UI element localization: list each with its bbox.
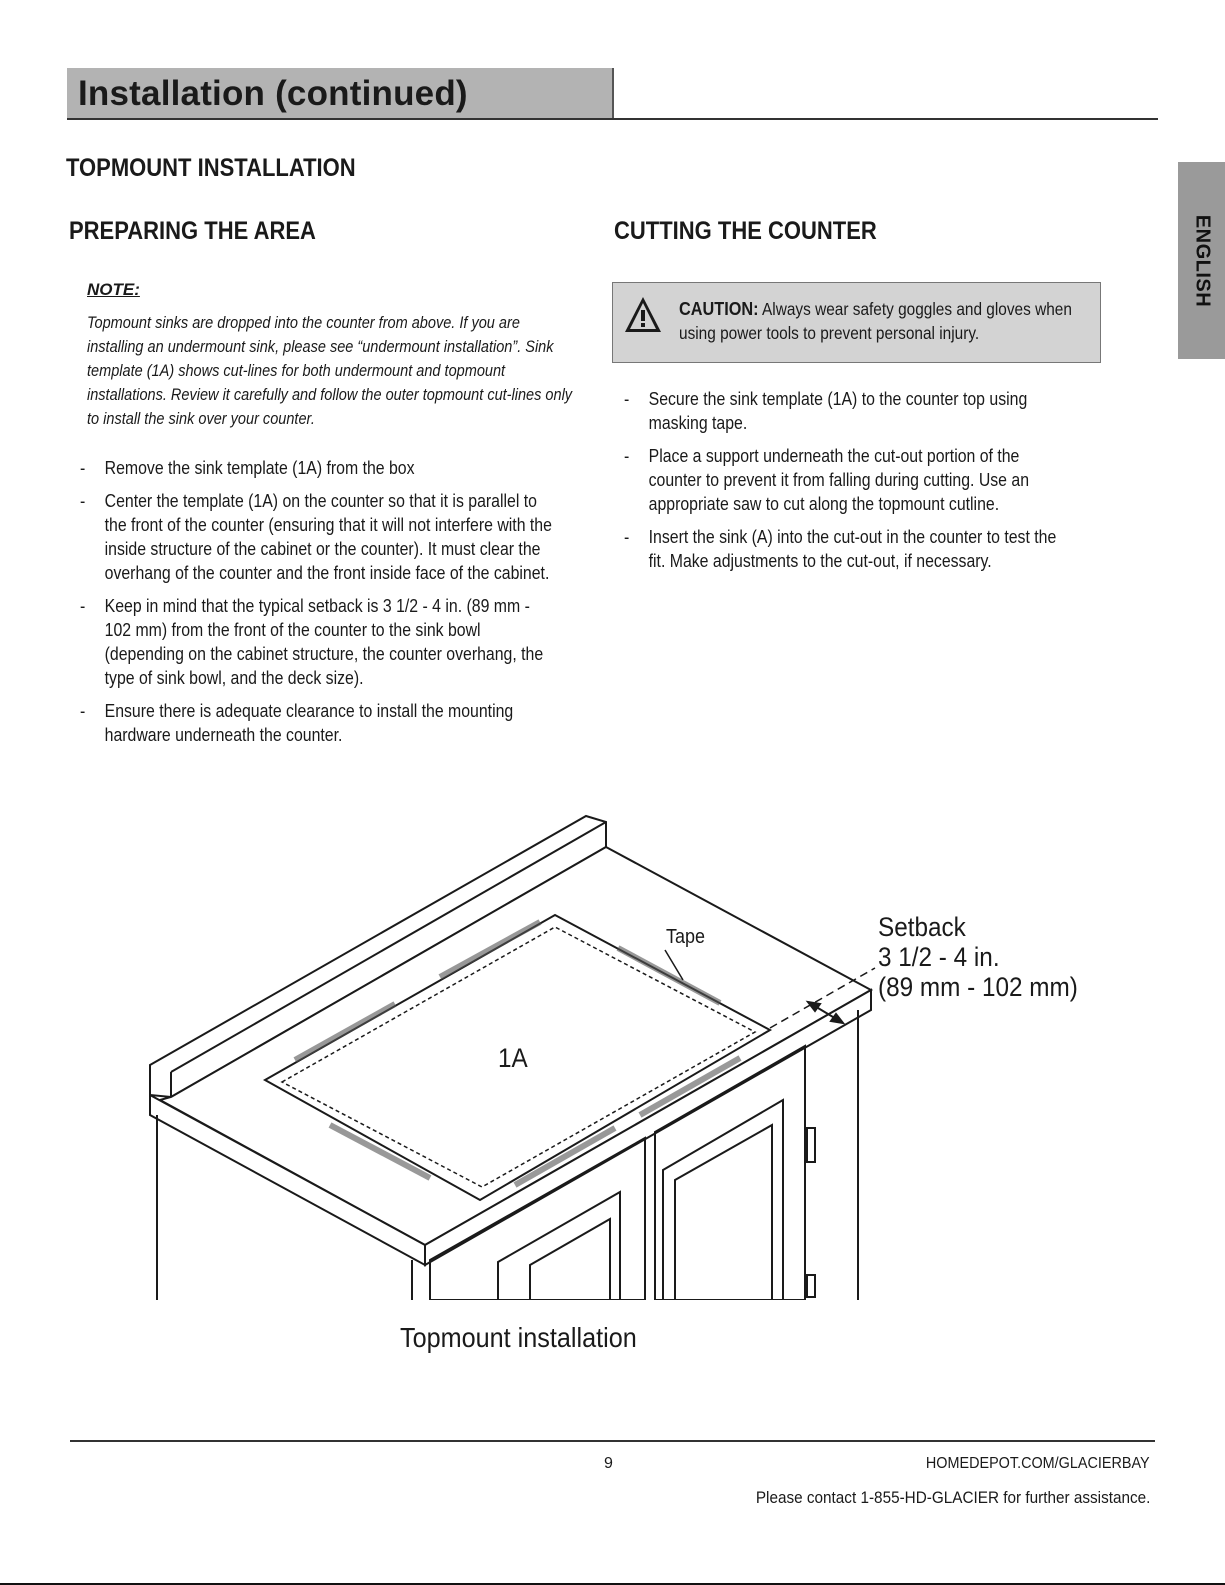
list-item: - Insert the sink (A) into the cut-out in the counter to test the fit. Make adjustments to the cut-out, if necessary.: [624, 525, 1064, 573]
caution-label: CAUTION:: [679, 298, 759, 319]
header-divider: [67, 118, 1158, 120]
caution-text: [679, 297, 1093, 345]
footer-divider: [70, 1440, 1155, 1442]
list-item: - Keep in mind that the typical setback is 3 1/2 - 4 in. (89 mm - 102 mm) from the front of the counter to the sink bowl (depending on the cabinet structure, the counter overhang, the type of sink bowl, and the deck size).: [80, 594, 555, 690]
setback-metric: (89 mm - 102 mm): [878, 972, 1078, 1002]
language-tab: [1178, 162, 1225, 359]
figure-caption: Topmount installation: [400, 1322, 637, 1353]
template-label: 1A: [498, 1043, 528, 1073]
list-item: - Ensure there is adequate clearance to install the mounting hardware underneath the counter.: [80, 699, 555, 747]
section-title: TOPMOUNT INSTALLATION: [66, 154, 356, 182]
list-item: - Center the template (1A) on the counter so that it is parallel to the front of the counter (ensuring that it will not interfere with the inside structure of the cabinet or the counter). It must clear the overhang of the counter and the front inside face of the cabinet.: [80, 489, 555, 585]
tape-label: Tape: [666, 926, 706, 948]
footer-url: HOMEDEPOT.COM/GLACIERBAY: [926, 1455, 1150, 1472]
note-text: Topmount sinks are dropped into the counter from above. If you are installing an undermount sink, please see “undermount installation”. Sink template (1A) shows cut-lines for both undermount and topmount installations. Review it carefully and follow the outer topmount cut-lines only to install the sink over your counter.: [87, 314, 573, 428]
footer-contact: Please contact 1-855-HD-GLACIER for further assistance.: [755, 1488, 1150, 1507]
list-item: - Remove the sink template (1A) from the box: [80, 456, 555, 480]
preparing-steps-list: [80, 456, 555, 756]
cutting-steps-list: [624, 387, 1064, 582]
page-number: 9: [604, 1455, 613, 1472]
list-item: - Secure the sink template (1A) to the counter top using masking tape.: [624, 387, 1064, 435]
preparing-area-heading: PREPARING THE AREA: [69, 217, 316, 245]
setback-label: Setback: [878, 912, 966, 942]
caution-message: Always wear safety goggles and gloves when using power tools to prevent personal injury.: [679, 299, 1072, 343]
warning-triangle-icon: [623, 295, 663, 335]
page-title: Installation (continued): [78, 74, 468, 113]
topmount-installation-illustration: [0, 800, 1225, 1300]
caution-box: [612, 282, 1101, 363]
cutting-counter-heading: CUTTING THE COUNTER: [614, 217, 877, 245]
setback-imperial: 3 1/2 - 4 in.: [878, 942, 1000, 972]
list-item: - Place a support underneath the cut-out portion of the counter to prevent it from falling during cutting. Use an appropriate saw to cut along the topmount cutline.: [624, 444, 1064, 516]
note-label: NOTE:: [87, 280, 140, 299]
language-tab-label: ENGLISH: [1191, 214, 1213, 307]
